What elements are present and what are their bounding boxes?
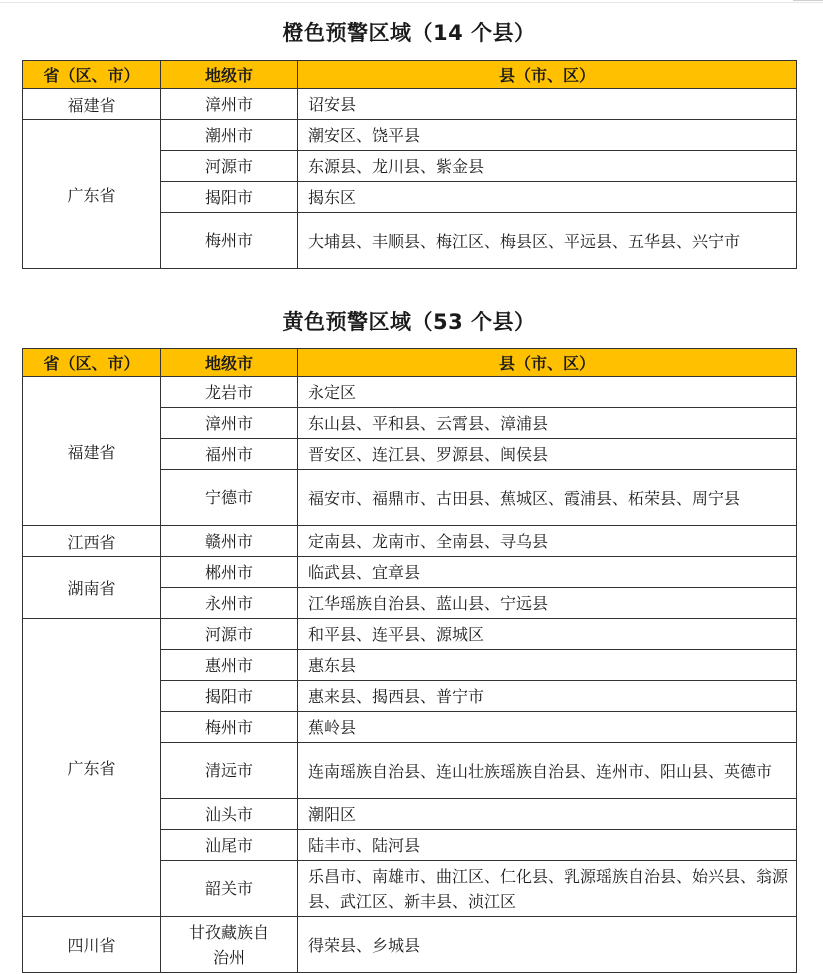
county-cell: 揭东区 <box>298 182 797 213</box>
province-cell: 江西省 <box>23 526 161 557</box>
county-cell: 蕉岭县 <box>298 712 797 743</box>
page-corner-mark <box>793 0 823 5</box>
city-cell: 龙岩市 <box>161 377 298 408</box>
city-cell: 郴州市 <box>161 557 298 588</box>
city-cell: 漳州市 <box>161 89 298 120</box>
city-cell: 漳州市 <box>161 408 298 439</box>
county-cell: 陆丰市、陆河县 <box>298 830 797 861</box>
header-city: 地级市 <box>161 61 298 89</box>
city-cell: 福州市 <box>161 439 298 470</box>
city-cell: 河源市 <box>161 151 298 182</box>
county-cell: 大埔县、丰顺县、梅江区、梅县区、平远县、五华县、兴宁市 <box>298 213 797 269</box>
city-cell: 河源市 <box>161 619 298 650</box>
city-cell: 永州市 <box>161 588 298 619</box>
city-cell: 汕头市 <box>161 799 298 830</box>
orange-warning-table <box>22 60 797 269</box>
county-cell: 福安市、福鼎市、古田县、蕉城区、霞浦县、柘荣县、周宁县 <box>298 470 797 526</box>
province-cell: 广东省 <box>23 619 161 917</box>
county-cell: 潮阳区 <box>298 799 797 830</box>
header-province: 省（区、市） <box>23 349 161 377</box>
county-cell: 得荣县、乡城县 <box>298 917 797 973</box>
county-cell: 晋安区、连江县、罗源县、闽侯县 <box>298 439 797 470</box>
province-cell: 湖南省 <box>23 557 161 619</box>
city-cell: 梅州市 <box>161 712 298 743</box>
county-cell: 诏安县 <box>298 89 797 120</box>
county-cell: 乐昌市、南雄市、曲江区、仁化县、乳源瑶族自治县、始兴县、翁源县、武江区、新丰县、浈江区 <box>298 861 797 917</box>
header-city: 地级市 <box>161 349 298 377</box>
county-cell: 连南瑶族自治县、连山壮族瑶族自治县、连州市、阳山县、英德市 <box>298 743 797 799</box>
table-row <box>23 557 797 588</box>
table-row <box>23 526 797 557</box>
county-cell: 惠来县、揭西县、普宁市 <box>298 681 797 712</box>
table-header-row <box>23 61 797 89</box>
city-cell: 揭阳市 <box>161 182 298 213</box>
table-header-row <box>23 349 797 377</box>
city-cell: 惠州市 <box>161 650 298 681</box>
orange-warning-title: 橙色预警区域（14 个县） <box>282 21 536 45</box>
header-county: 县（市、区） <box>298 61 797 89</box>
yellow-warning-title: 黄色预警区域（53 个县） <box>282 310 536 334</box>
header-province: 省（区、市） <box>23 61 161 89</box>
county-cell: 永定区 <box>298 377 797 408</box>
county-cell: 定南县、龙南市、全南县、寻乌县 <box>298 526 797 557</box>
city-cell: 清远市 <box>161 743 298 799</box>
province-cell: 福建省 <box>23 377 161 526</box>
province-cell: 四川省 <box>23 917 161 973</box>
county-cell: 江华瑶族自治县、蓝山县、宁远县 <box>298 588 797 619</box>
county-cell: 惠东县 <box>298 650 797 681</box>
county-cell: 和平县、连平县、源城区 <box>298 619 797 650</box>
county-cell: 潮安区、饶平县 <box>298 120 797 151</box>
table-row <box>23 120 797 151</box>
table-row <box>23 917 797 973</box>
table-row <box>23 619 797 650</box>
county-cell: 东山县、平和县、云霄县、漳浦县 <box>298 408 797 439</box>
city-cell: 汕尾市 <box>161 830 298 861</box>
county-cell: 临武县、宜章县 <box>298 557 797 588</box>
city-cell: 梅州市 <box>161 213 298 269</box>
city-cell: 甘孜藏族自治州 <box>161 917 298 973</box>
county-cell: 东源县、龙川县、紫金县 <box>298 151 797 182</box>
city-cell: 赣州市 <box>161 526 298 557</box>
city-cell: 潮州市 <box>161 120 298 151</box>
table-row <box>23 377 797 408</box>
city-cell: 揭阳市 <box>161 681 298 712</box>
page-top-border <box>0 2 823 3</box>
yellow-warning-table <box>22 348 797 973</box>
province-cell: 广东省 <box>23 120 161 269</box>
province-cell: 福建省 <box>23 89 161 120</box>
header-county: 县（市、区） <box>298 349 797 377</box>
table-row <box>23 89 797 120</box>
city-cell: 韶关市 <box>161 861 298 917</box>
city-cell: 宁德市 <box>161 470 298 526</box>
